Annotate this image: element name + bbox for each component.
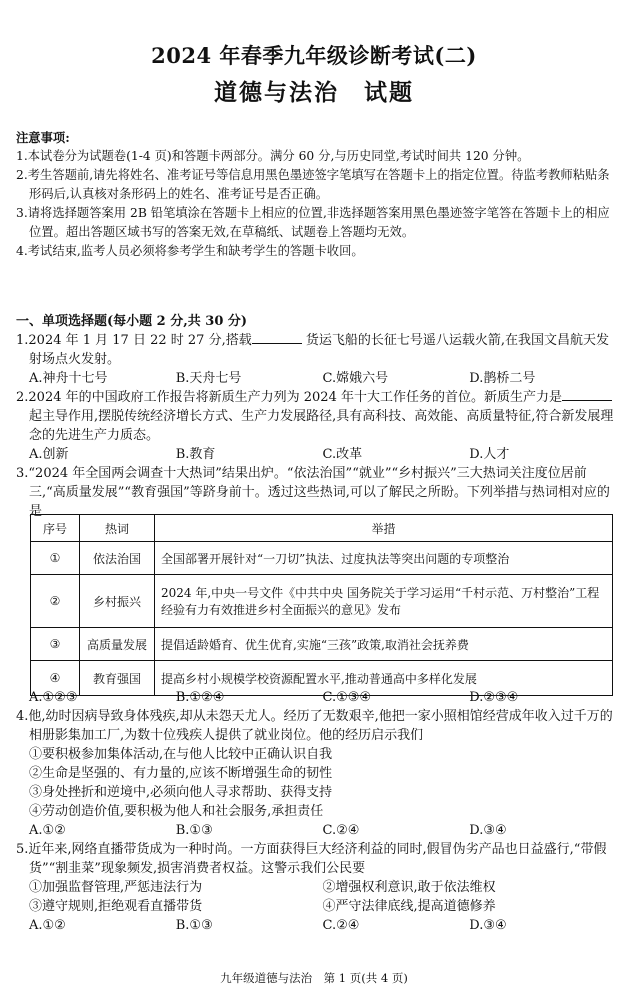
option-d: D.鹊桥二号 bbox=[469, 371, 536, 386]
option-a: A.①②③ bbox=[29, 690, 78, 705]
question-3-options bbox=[16, 688, 616, 707]
question-2-stem bbox=[16, 388, 616, 445]
question-5-statements bbox=[16, 878, 616, 916]
option-d: D.②③④ bbox=[469, 690, 519, 705]
note-item: 1.本试卷分为试题卷(1-4 页)和答题卡两部分。满分 60 分,与历史同堂,考试时间共 120 分钟。 bbox=[16, 149, 530, 163]
statement-item: ②生命是坚强的、有力量的,应该不断增强生命的韧性 bbox=[29, 766, 333, 781]
table-cell: ① bbox=[31, 542, 80, 575]
note-item: 4.考试结束,监考人员必须将参考学生和缺考学生的答题卡收回。 bbox=[16, 244, 364, 258]
option-c: C.改革 bbox=[322, 447, 363, 462]
table-cell: 全国部署开展针对“一刀切”执法、过度执法等突出问题的专项整治 bbox=[155, 542, 613, 575]
table-cell: 教育强国 bbox=[80, 661, 155, 696]
exam-title: 2024 年春季九年级诊断考试(二) bbox=[151, 43, 477, 68]
option-c: C.②④ bbox=[322, 823, 360, 838]
questions-part2 bbox=[16, 688, 616, 935]
section-heading: 一、单项选择题(每小题 2 分,共 30 分) bbox=[16, 314, 248, 329]
table-header: 序号 bbox=[31, 515, 80, 542]
option-a: A.神舟十七号 bbox=[29, 371, 108, 386]
answer-blank bbox=[562, 388, 612, 401]
question-1-options bbox=[16, 369, 616, 388]
q2-stem-start: 2.2024 年的中国政府工作报告将新质生产力列为 2024 年十大工作任务的首位。新质生产力是 bbox=[16, 390, 562, 405]
table-cell: 提高乡村小规模学校资源配置水平,推动普通高中多样化发展 bbox=[155, 661, 613, 696]
question-5-options bbox=[16, 916, 616, 935]
q1-stem-end: 货运飞船的长征七号遥八运载火箭,在我国文昌航天发射场点火发射。 bbox=[29, 333, 609, 367]
statement-item: ①要积极参加集体活动,在与他人比较中正确认识自我 bbox=[29, 747, 333, 762]
q1-stem-start: 1.2024 年 1 月 17 日 22 时 27 分,搭载 bbox=[16, 333, 252, 348]
option-a: A.①② bbox=[29, 918, 66, 933]
page-footer: 九年级道德与法治 第 1 页(共 4 页) bbox=[220, 971, 408, 985]
option-c: C.①③④ bbox=[322, 690, 372, 705]
option-b: B.教育 bbox=[175, 447, 216, 462]
statement-item: ③身处挫折和逆境中,必须向他人寻求帮助、获得支持 bbox=[29, 785, 333, 800]
notes-section bbox=[16, 128, 616, 261]
table-row bbox=[31, 542, 613, 575]
table-cell: ② bbox=[31, 575, 80, 628]
option-c: C.②④ bbox=[322, 918, 360, 933]
answer-blank bbox=[252, 331, 302, 344]
option-b: B.①③ bbox=[175, 918, 213, 933]
table-row bbox=[31, 575, 613, 628]
option-a: A.①② bbox=[29, 823, 66, 838]
option-c: C.嫦娥六号 bbox=[322, 371, 389, 386]
note-item: 3.请将选择题答案用 2B 铅笔填涂在答题卡上相应的位置,非选择题答案用黑色墨迹签字笔答在答题卡上的相应位置。超出答题区域书写的答案无效,在草稿纸、试题卷上答题均无效。 bbox=[16, 206, 610, 239]
option-a: A.创新 bbox=[29, 447, 69, 462]
option-b: B.天舟七号 bbox=[175, 371, 242, 386]
question-5-stem: 5.近年来,网络直播带货成为一种时尚。一方面获得巨大经济利益的同时,假冒伪劣产品也日益盛行,“带假货”“割韭菜”现象频发,损害消费者权益。这警示我们公民要 bbox=[16, 842, 607, 876]
option-d: D.③④ bbox=[469, 823, 507, 838]
table-cell: 提倡适龄婚育、优生优育,实施“三孩”政策,取消社会抚养费 bbox=[155, 628, 613, 661]
question-4-stem: 4.他,幼时因病导致身体残疾,却从未怨天尤人。经历了无数艰辛,他把一家小照相馆经营成年收入过千万的相册影集加工厂,为数十位残疾人提供了就业岗位。他的经历启示我们 bbox=[16, 709, 613, 743]
table-header: 热词 bbox=[80, 515, 155, 542]
option-b: B.①②④ bbox=[175, 690, 225, 705]
q2-stem-end: 起主导作用,摆脱传统经济增长方式、生产力发展路径,具有高科技、高效能、高质量特征,符合新发展理念的先进生产力质态。 bbox=[29, 409, 614, 443]
notes-heading: 注意事项: bbox=[16, 130, 70, 145]
table-header-row bbox=[31, 515, 613, 542]
table-cell: 高质量发展 bbox=[80, 628, 155, 661]
table-header: 举措 bbox=[155, 515, 613, 542]
statement-item: ①加强监督管理,严惩违法行为 bbox=[29, 880, 203, 895]
question-1-stem bbox=[16, 331, 616, 369]
statement-item: ②增强权利意识,敢于依法维权 bbox=[322, 880, 496, 895]
exam-subtitle: 道德与法治 试题 bbox=[214, 79, 414, 106]
statement-item: ③遵守规则,拒绝观看直播带货 bbox=[29, 899, 203, 914]
statement-item: ④劳动创造价值,要积极为他人和社会服务,承担责任 bbox=[29, 804, 324, 819]
question-4-options bbox=[16, 821, 616, 840]
question-3-stem: 3.“2024 年全国两会调查十大热词”结果出炉。“依法治国”“就业”“乡村振兴”三大热词关注度位居前三,“高质量发展”“教育强国”等跻身前十。透过这些热词,可以了解民之所盼。下列举措与热词相对应的是 bbox=[16, 466, 610, 519]
table-cell: 2024 年,中央一号文件《中共中央 国务院关于学习运用“千村示范、万村整治”工程经验有力有效推进乡村全面振兴的意见》发布 bbox=[155, 575, 613, 628]
option-d: D.人才 bbox=[469, 447, 510, 462]
question-2-options bbox=[16, 445, 616, 464]
statement-item: ④严守法律底线,提高道德修养 bbox=[322, 899, 496, 914]
q3-table bbox=[30, 514, 613, 696]
option-b: B.①③ bbox=[175, 823, 213, 838]
table-row bbox=[31, 628, 613, 661]
questions-part1 bbox=[16, 312, 616, 521]
option-d: D.③④ bbox=[469, 918, 507, 933]
note-item: 2.考生答题前,请先将姓名、准考证号等信息用黑色墨迹签字笔填写在答题卡上的指定位置。待监考教师粘贴条形码后,认真核对条形码上的姓名、准考证号是否正确。 bbox=[16, 168, 610, 201]
table-cell: ④ bbox=[31, 661, 80, 696]
table-cell: ③ bbox=[31, 628, 80, 661]
table-cell: 乡村振兴 bbox=[80, 575, 155, 628]
table-cell: 依法治国 bbox=[80, 542, 155, 575]
